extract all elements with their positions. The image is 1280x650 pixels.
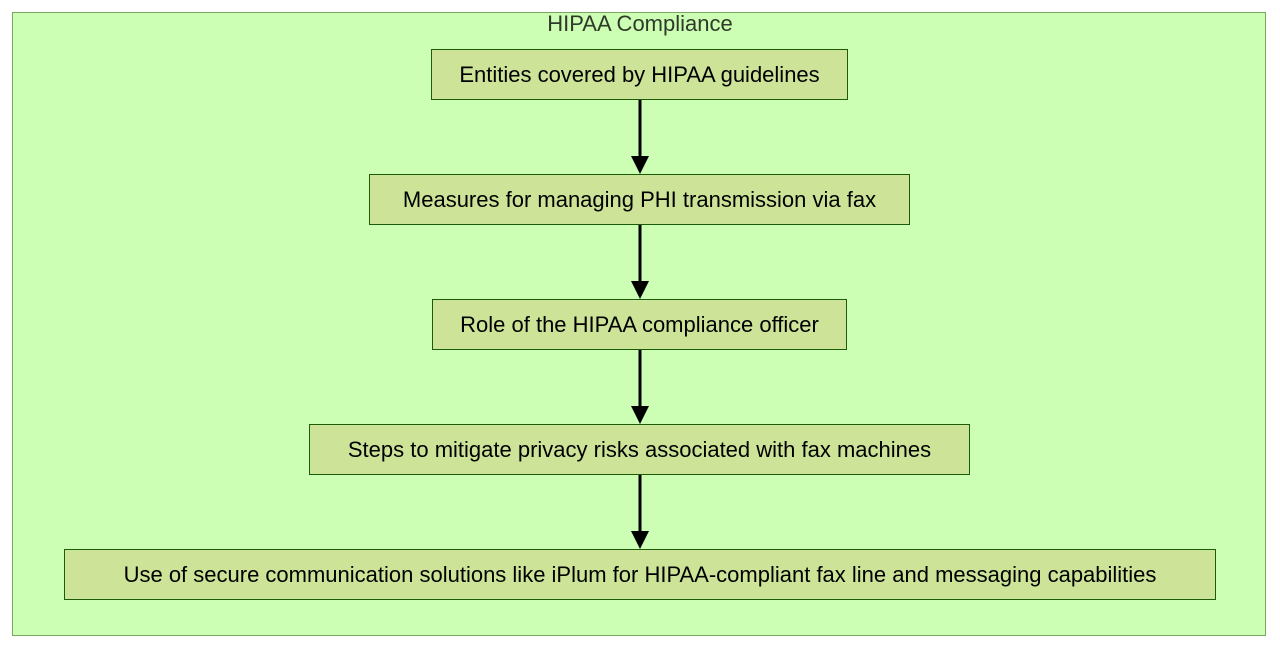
node-secure-communication-solutions: Use of secure communication solutions like iPlum for HIPAA-compliant fax line and messaging capabilities (64, 549, 1216, 600)
node-mitigate-fax-risks: Steps to mitigate privacy risks associated with fax machines (309, 424, 970, 475)
node-phi-fax-measures: Measures for managing PHI transmission via fax (369, 174, 910, 225)
node-compliance-officer-role: Role of the HIPAA compliance officer (432, 299, 847, 350)
cluster-title: HIPAA Compliance (547, 11, 733, 36)
node-covered-entities: Entities covered by HIPAA guidelines (431, 49, 848, 100)
